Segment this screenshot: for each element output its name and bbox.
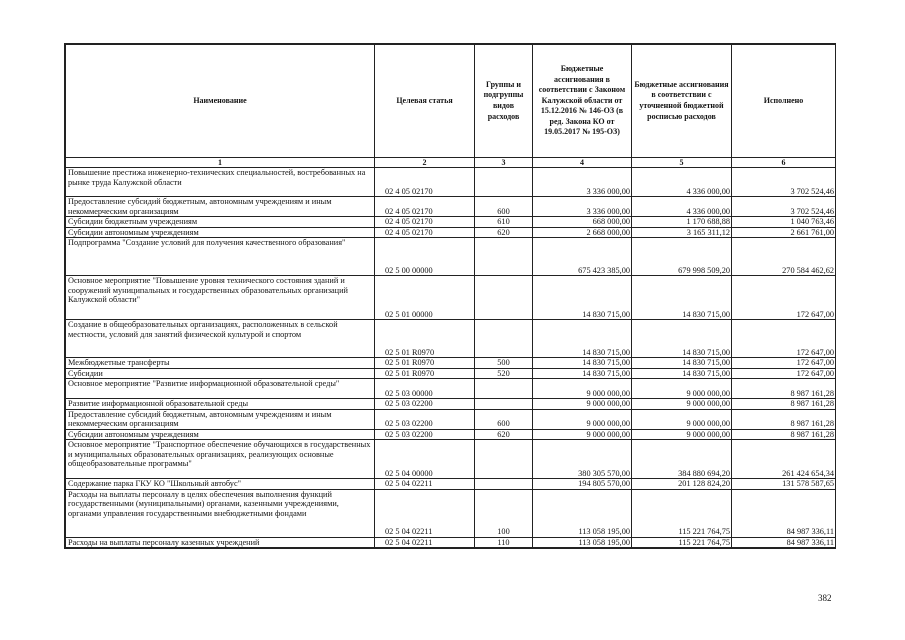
row-name: Повышение престижа инженерно-технических специальностей, востребованных на рынке труда Калужской области xyxy=(66,168,375,197)
budget-refined-amount: 9 000 000,00 xyxy=(632,379,732,399)
expense-group-code xyxy=(475,168,533,197)
budget-refined-amount: 115 221 764,75 xyxy=(632,537,732,548)
table-row xyxy=(66,379,836,399)
budget-refined-amount: 115 221 764,75 xyxy=(632,489,732,537)
executed-amount: 8 987 161,28 xyxy=(732,409,836,429)
budget-refined-amount: 679 998 509,20 xyxy=(632,238,732,276)
executed-amount: 84 987 336,11 xyxy=(732,537,836,548)
row-name: Субсидии автономным учреждениям xyxy=(66,227,375,238)
table-row xyxy=(66,168,836,197)
budget-law-amount: 668 000,00 xyxy=(533,217,632,228)
budget-law-amount: 9 000 000,00 xyxy=(533,409,632,429)
executed-amount: 1 040 763,46 xyxy=(732,217,836,228)
target-article-code: 02 5 00 00000 xyxy=(375,238,475,276)
table-row xyxy=(66,320,836,358)
budget-refined-amount: 3 165 311,12 xyxy=(632,227,732,238)
budget-law-amount: 14 830 715,00 xyxy=(533,320,632,358)
table-row xyxy=(66,429,836,440)
column-number: 3 xyxy=(475,158,533,168)
row-name: Субсидии xyxy=(66,368,375,379)
budget-refined-amount: 14 830 715,00 xyxy=(632,368,732,379)
executed-amount: 3 702 524,46 xyxy=(732,197,836,217)
target-article-code: 02 5 04 02211 xyxy=(375,479,475,490)
budget-refined-amount: 384 880 694,20 xyxy=(632,440,732,479)
executed-amount: 172 647,00 xyxy=(732,276,836,320)
executed-amount: 8 987 161,28 xyxy=(732,379,836,399)
row-name: Содержание парка ГКУ КО "Школьный автобус" xyxy=(66,479,375,490)
column-number: 2 xyxy=(375,158,475,168)
budget-law-amount: 9 000 000,00 xyxy=(533,399,632,410)
executed-amount: 2 661 761,00 xyxy=(732,227,836,238)
expense-group-code: 520 xyxy=(475,368,533,379)
row-name: Основное мероприятие "Повышение уровня технического состояния зданий и сооружений муниципальных и государственных образовательных организаций Калужской области" xyxy=(66,276,375,320)
budget-refined-amount: 201 128 824,20 xyxy=(632,479,732,490)
table-row xyxy=(66,217,836,228)
budget-law-amount: 14 830 715,00 xyxy=(533,368,632,379)
row-name: Предоставление субсидий бюджетным, автономным учреждениям и иным некоммерческим организациям xyxy=(66,197,375,217)
table-row xyxy=(66,238,836,276)
budget-law-amount: 14 830 715,00 xyxy=(533,358,632,369)
budget-law-amount: 9 000 000,00 xyxy=(533,429,632,440)
expense-group-code: 620 xyxy=(475,227,533,238)
row-name: Создание в общеобразовательных организациях, расположенных в сельской местности, условий для занятий физической культурой и спортом xyxy=(66,320,375,358)
row-name: Предоставление субсидий бюджетным, автономным учреждениям и иным некоммерческим организациям xyxy=(66,409,375,429)
target-article-code: 02 5 04 02211 xyxy=(375,537,475,548)
expense-group-code xyxy=(475,276,533,320)
target-article-code: 02 5 01 00000 xyxy=(375,276,475,320)
expense-group-code xyxy=(475,320,533,358)
table-row xyxy=(66,409,836,429)
target-article-code: 02 4 05 02170 xyxy=(375,227,475,238)
row-name: Субсидии бюджетным учреждениям xyxy=(66,217,375,228)
table-row xyxy=(66,227,836,238)
table-row xyxy=(66,399,836,410)
target-article-code: 02 5 01 R0970 xyxy=(375,358,475,369)
row-name: Развитие информационной образовательной среды xyxy=(66,399,375,410)
budget-law-amount: 3 336 000,00 xyxy=(533,168,632,197)
budget-law-amount: 3 336 000,00 xyxy=(533,197,632,217)
table-row xyxy=(66,537,836,548)
header-row xyxy=(66,45,836,158)
target-article-code: 02 4 05 02170 xyxy=(375,168,475,197)
budget-law-amount: 2 668 000,00 xyxy=(533,227,632,238)
executed-amount: 8 987 161,28 xyxy=(732,399,836,410)
expense-group-code: 110 xyxy=(475,537,533,548)
expense-group-code xyxy=(475,379,533,399)
executed-amount: 270 584 462,62 xyxy=(732,238,836,276)
executed-amount: 131 578 587,65 xyxy=(732,479,836,490)
header-executed: Исполнено xyxy=(732,45,836,158)
target-article-code: 02 5 01 R0970 xyxy=(375,320,475,358)
budget-execution-table xyxy=(65,44,836,548)
target-article-code: 02 4 05 02170 xyxy=(375,217,475,228)
page-number: 382 xyxy=(818,593,832,603)
expense-group-code: 610 xyxy=(475,217,533,228)
executed-amount: 3 702 524,46 xyxy=(732,168,836,197)
budget-refined-amount: 9 000 000,00 xyxy=(632,429,732,440)
table-row xyxy=(66,358,836,369)
column-number: 6 xyxy=(732,158,836,168)
target-article-code: 02 4 05 02170 xyxy=(375,197,475,217)
budget-law-amount: 194 805 570,00 xyxy=(533,479,632,490)
column-number-row xyxy=(66,158,836,168)
budget-table-container xyxy=(64,43,836,549)
row-name: Межбюджетные трансферты xyxy=(66,358,375,369)
executed-amount: 172 647,00 xyxy=(732,368,836,379)
target-article-code: 02 5 04 02211 xyxy=(375,489,475,537)
row-name: Подпрограмма "Создание условий для получения качественного образования" xyxy=(66,238,375,276)
budget-refined-amount: 4 336 000,00 xyxy=(632,168,732,197)
table-row xyxy=(66,479,836,490)
executed-amount: 261 424 654,34 xyxy=(732,440,836,479)
column-number: 1 xyxy=(66,158,375,168)
expense-group-code: 600 xyxy=(475,197,533,217)
budget-refined-amount: 1 170 688,88 xyxy=(632,217,732,228)
budget-law-amount: 9 000 000,00 xyxy=(533,379,632,399)
header-name: Наименование xyxy=(66,45,375,158)
executed-amount: 172 647,00 xyxy=(732,320,836,358)
budget-refined-amount: 14 830 715,00 xyxy=(632,276,732,320)
expense-group-code: 100 xyxy=(475,489,533,537)
target-article-code: 02 5 03 00000 xyxy=(375,379,475,399)
column-number: 4 xyxy=(533,158,632,168)
header-budget-refined: Бюджетные ассигнования в соответствии с уточненной бюджетной росписью расходов xyxy=(632,45,732,158)
budget-refined-amount: 4 336 000,00 xyxy=(632,197,732,217)
expense-group-code xyxy=(475,238,533,276)
table-row xyxy=(66,489,836,537)
target-article-code: 02 5 01 R0970 xyxy=(375,368,475,379)
table-row xyxy=(66,368,836,379)
budget-law-amount: 113 058 195,00 xyxy=(533,489,632,537)
target-article-code: 02 5 03 02200 xyxy=(375,409,475,429)
budget-refined-amount: 14 830 715,00 xyxy=(632,320,732,358)
expense-group-code xyxy=(475,440,533,479)
executed-amount: 8 987 161,28 xyxy=(732,429,836,440)
table-row xyxy=(66,276,836,320)
executed-amount: 172 647,00 xyxy=(732,358,836,369)
target-article-code: 02 5 04 00000 xyxy=(375,440,475,479)
expense-group-code: 620 xyxy=(475,429,533,440)
executed-amount: 84 987 336,11 xyxy=(732,489,836,537)
budget-law-amount: 380 305 570,00 xyxy=(533,440,632,479)
budget-law-amount: 14 830 715,00 xyxy=(533,276,632,320)
header-expense-group: Группы и подгруппы видов расходов xyxy=(475,45,533,158)
target-article-code: 02 5 03 02200 xyxy=(375,429,475,440)
header-target-article: Целевая статья xyxy=(375,45,475,158)
table-row xyxy=(66,440,836,479)
expense-group-code xyxy=(475,479,533,490)
expense-group-code: 500 xyxy=(475,358,533,369)
target-article-code: 02 5 03 02200 xyxy=(375,399,475,410)
expense-group-code xyxy=(475,399,533,410)
row-name: Субсидии автономным учреждениям xyxy=(66,429,375,440)
header-budget-law: Бюджетные ассигнования в соответствии с Законом Калужской области от 15.12.2016 № 146-ОЗ (в ред. Закона КО от 19.05.2017 № 195-ОЗ) xyxy=(533,45,632,158)
row-name: Расходы на выплаты персоналу в целях обеспечения выполнения функций государственными (муниципальными) органами, казенными учреждениями, органами управления государственными внебюджетными фондами xyxy=(66,489,375,537)
budget-refined-amount: 14 830 715,00 xyxy=(632,358,732,369)
budget-refined-amount: 9 000 000,00 xyxy=(632,409,732,429)
row-name: Основное мероприятие "Транспортное обеспечение обучающихся в государственных и муниципальных образовательных организациях, реализующих основные общеобразовательные программы" xyxy=(66,440,375,479)
row-name: Расходы на выплаты персоналу казенных учреждений xyxy=(66,537,375,548)
budget-law-amount: 675 423 385,00 xyxy=(533,238,632,276)
budget-refined-amount: 9 000 000,00 xyxy=(632,399,732,410)
table-row xyxy=(66,197,836,217)
budget-law-amount: 113 058 195,00 xyxy=(533,537,632,548)
expense-group-code: 600 xyxy=(475,409,533,429)
column-number: 5 xyxy=(632,158,732,168)
row-name: Основное мероприятие "Развитие информационной образовательной среды" xyxy=(66,379,375,399)
